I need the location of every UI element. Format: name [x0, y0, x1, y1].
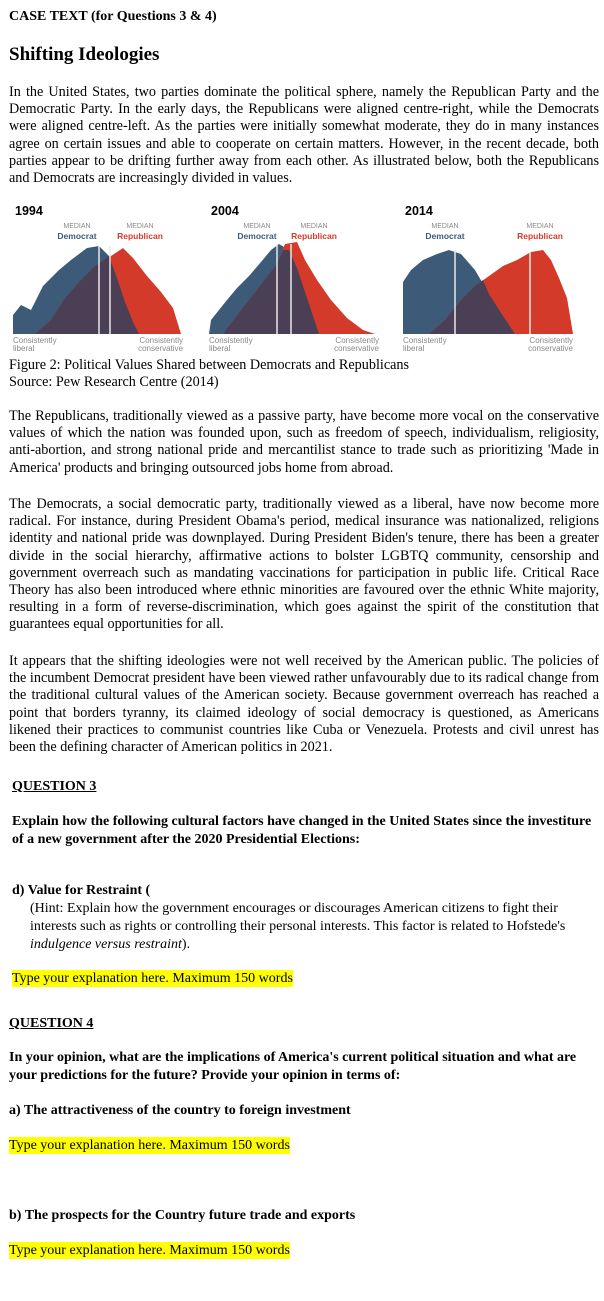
democrats-paragraph: The Democrats, a social democratic party, traditionally viewed as a liberal, have now become more radical. For instance, during President Obama's period, medical insurance was nationalized, religions identity and national pride was downplayed. During President Biden's tenure, there has been a greater divide in the social hierarchy, affirmative actions to bolster LGBTQ community, censorship and government overreach such as mandating vaccinations for participation in public life. Critical Race Theory has also been introduced where ethnic minorities are favoured over the ethnic White majority, resulting in a form of reverse-discrimination, which goes against the spirit of the constitution that guarantees equal opportunities for all. — [9, 496, 599, 633]
figure-source: Source: Pew Research Centre (2014) — [9, 374, 219, 390]
page-title: Shifting Ideologies — [9, 44, 160, 65]
chart-panel-2014 — [399, 200, 579, 356]
axis-label-liberal: Consistently liberal — [13, 336, 57, 353]
median-democrat-label: MEDIAN Democrat — [237, 223, 277, 241]
question-4-prompt: In your opinion, what are the implications of America's current political situation and what are your predictions for the future? Provide your opinion in terms of: — [9, 1050, 577, 1083]
axis-label-liberal: Consistently liberal — [403, 336, 447, 353]
distribution-chart-1994 — [9, 240, 189, 336]
question-4-heading: QUESTION 4 — [9, 1016, 94, 1031]
panel-year: 1994 — [15, 204, 43, 218]
median-democrat-label: MEDIAN Democrat — [57, 223, 97, 241]
question-4-item-a: a) The attractiveness of the country to foreign investment — [9, 1103, 351, 1118]
question-3-hint: (Hint: Explain how the government encourages or discourages American citizens to fight their interests such as rights or controlling their personal interests. This factor is related to Hofstede's indulgence versus restraint). — [30, 901, 566, 952]
median-republican-label: MEDIAN Republican — [117, 223, 163, 241]
distribution-chart-2014 — [399, 240, 579, 336]
chart-panel-2004 — [205, 200, 385, 356]
median-republican-label: MEDIAN Republican — [517, 223, 563, 241]
public-reception-paragraph: It appears that the shifting ideologies were not well received by the American public. The policies of the incumbent Democrat president have been viewed rather unfavourably due to its radical change from the traditional cultural values of the American society. Because government overreach has reached a point that borders tyranny, its claimed ideology of social democracy is questioned, as Americans likened their practices to communist countries like Cuba or Venezuela. Protests and civil unrest has been the defining character of American politics in 2021. — [9, 653, 599, 756]
panel-year: 2014 — [405, 204, 433, 218]
question-4-item-b: b) The prospects for the Country future trade and exports — [9, 1208, 356, 1223]
figure-2 — [9, 200, 599, 356]
median-democrat-label: MEDIAN Democrat — [425, 223, 465, 241]
axis-label-conservative: Consistently conservative — [528, 336, 573, 353]
axis-label-conservative: Consistently conservative — [138, 336, 183, 353]
question-3-heading: QUESTION 3 — [12, 779, 97, 794]
question-4b-answer-field[interactable]: Type your explanation here. Maximum 150 words — [9, 1243, 290, 1258]
axis-label-liberal: Consistently liberal — [209, 336, 253, 353]
panel-year: 2004 — [211, 204, 239, 218]
republicans-paragraph: The Republicans, traditionally viewed as a passive party, have become more vocal on the conservative values of which the nation was founded upon, such as freedom of speech, individualism, religiosity, anti-abortion, and strong national pride and mercantilist stance to trade such as prioritizing 'Made in America' products and bringing outsourced jobs home from abroad. — [9, 408, 599, 476]
median-republican-label: MEDIAN Republican — [291, 223, 337, 241]
case-heading: CASE TEXT (for Questions 3 & 4) — [9, 9, 217, 24]
question-3-answer-field[interactable]: Type your explanation here. Maximum 150 words — [12, 971, 293, 986]
figure-caption: Figure 2: Political Values Shared between Democrats and Republicans — [9, 357, 410, 373]
distribution-chart-2004 — [205, 240, 385, 336]
question-3-item-d: d) Value for Restraint ( — [12, 883, 151, 898]
question-3-prompt: Explain how the following cultural factors have changed in the United States since the investiture of a new government after the 2020 Presidential Elections: — [12, 814, 592, 847]
chart-panel-1994 — [9, 200, 189, 356]
question-4a-answer-field[interactable]: Type your explanation here. Maximum 150 words — [9, 1138, 290, 1153]
intro-paragraph: In the United States, two parties dominate the political sphere, namely the Republican Party and the Democratic Party. In the early days, the Republicans were aligned centre-right, while the Democrats were aligned centre-left. As the parties were initially somewhat moderate, they do in many instances agree on certain issues and able to cooperate on certain matters. However, in the recent decade, both parties appear to be drifting further away from each other. As illustrated below, both the Republicans and Democrats are increasingly divided in values. — [9, 84, 599, 187]
axis-label-conservative: Consistently conservative — [334, 336, 379, 353]
